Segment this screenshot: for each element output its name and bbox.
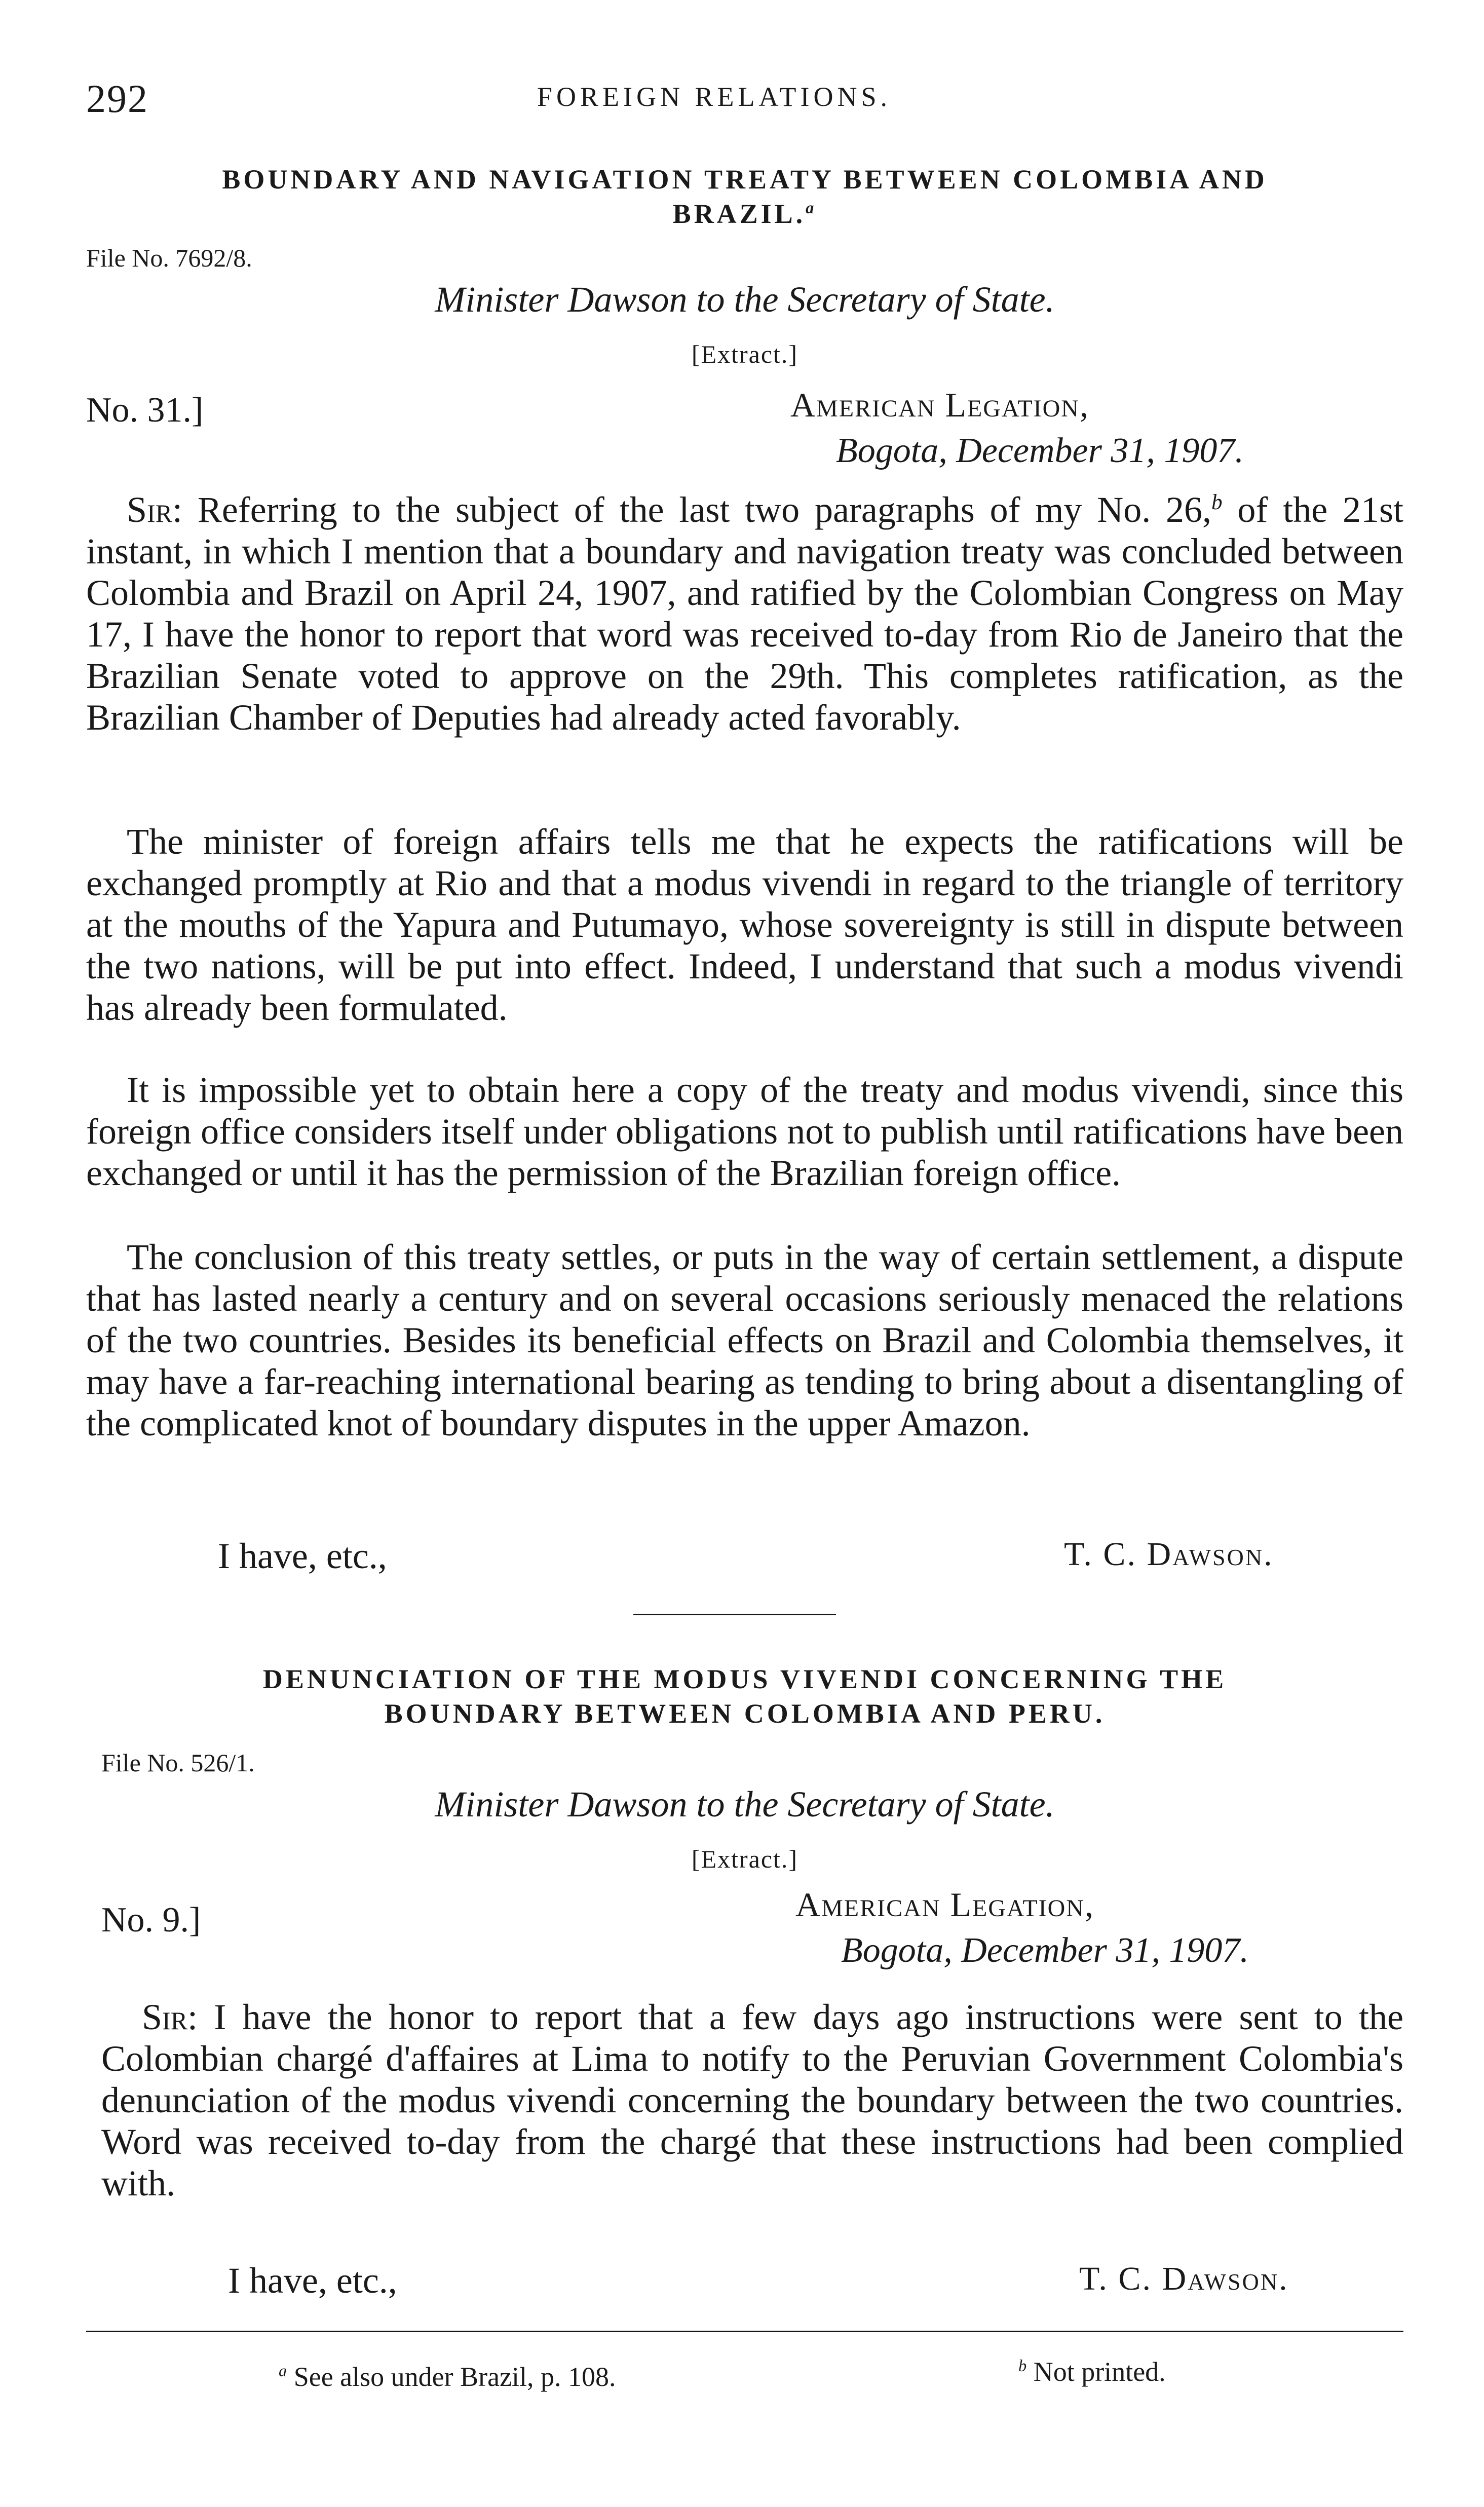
section2-heading-line1: DENUNCIATION OF THE MODUS VIVENDI CONCERNING THE: [262, 1664, 1227, 1694]
footnote-ref-a: a: [806, 199, 817, 217]
section1-dispatch-title: Minister Dawson to the Secretary of State.: [435, 279, 1055, 320]
footnote-b: [1018, 2356, 1166, 2387]
section2-heading: [86, 1662, 1403, 1731]
section2-closing: I have, etc.,: [228, 2260, 397, 2301]
section1-paragraph-2: The minister of foreign affairs tells me that he expects the ratifications will be exchanged promptly at Rio and that a modus vivendi in regard to the triangle of territory at the mouths of the Yapura and Putumayo, whose sovereignty is still in dispute between the two nations, will be put into effect. Indeed, I understand that such a modus vivendi has already been formulated.: [86, 821, 1403, 1028]
footnote-b-mark: b: [1018, 2357, 1027, 2375]
section1-signature: T. C. Dawson.: [1064, 1536, 1274, 1573]
section1-closing: I have, etc.,: [218, 1536, 387, 1576]
section2-dispatch-title: Minister Dawson to the Secretary of State.: [435, 1784, 1055, 1825]
section2-signature: T. C. Dawson.: [1079, 2260, 1289, 2297]
footnote-b-text: Not printed.: [1033, 2357, 1166, 2387]
section1-extract-label: [Extract.]: [691, 340, 798, 368]
section2-heading-line2: BOUNDARY BETWEEN COLOMBIA AND PERU.: [384, 1698, 1106, 1729]
footnote-a: [279, 2361, 616, 2392]
section2-dispatch-no: No. 9.]: [101, 1901, 201, 1940]
section2-paragraph-1: [101, 1996, 1403, 2204]
footnote-ref-b: b: [1211, 490, 1223, 514]
section-divider: [633, 1614, 836, 1615]
section2-p1-text: I have the honor to report that a few days ago instructions were sent to the Colombian chargé d'affaires at Lima to notify to the Peruvian Government Colombia's denunciation of the modus vivendi concerning the boundary between the two countries. Word was received to-day from the chargé that these instructions had been complied with.: [101, 1997, 1403, 2204]
footnote-a-text: See also under Brazil, p. 108.: [293, 2362, 616, 2392]
section1-file-no: File No. 7692/8.: [86, 244, 252, 272]
section1-heading-line1: BOUNDARY AND NAVIGATION TREATY BETWEEN COLOMBIA AND: [222, 164, 1268, 195]
section1-p1-part2: of the 21st instant, in which I mention that a boundary and navigation treaty was concluded between Colombia and Brazil on April 24, 1907, and ratified by the Colombian Congress on May 17, I have the honor to report that word was received to-day from Rio de Janeiro that the Brazilian Senate voted to approve on the 29th. This completes ratification, as the Brazilian Chamber of Deputies had already acted favorably.: [86, 489, 1403, 738]
section2-extract-label: [Extract.]: [691, 1845, 798, 1873]
footnote-a-mark: a: [279, 2362, 287, 2380]
section1-paragraph-4: The conclusion of this treaty settles, or puts in the way of certain settlement, a dispute that has lasted nearly a century and on several occasions seriously menaced the relations of the two countries. Besides its beneficial effects on Brazil and Colombia themselves, it may have a far-reaching international bearing as tending to bring about a disentangling of the complicated knot of boundary disputes in the upper Amazon.: [86, 1237, 1403, 1444]
page-number: 292: [86, 77, 148, 121]
footnote-rule: [86, 2331, 1403, 2332]
section2-file-no: File No. 526/1.: [101, 1749, 255, 1777]
section1-p1-part1: Referring to the subject of the last two paragraphs of my No. 26,: [182, 489, 1212, 530]
section1-heading: [86, 162, 1403, 231]
section1-heading-line2-text: BRAZIL.: [672, 199, 806, 229]
section1-paragraph-3: It is impossible yet to obtain here a copy of the treaty and modus vivendi, since this foreign office considers itself under obligations not to publish until ratifications have been exchanged or until it has the permission of the Brazilian foreign office.: [86, 1070, 1403, 1193]
running-head: FOREIGN RELATIONS.: [537, 82, 892, 112]
section1-dispatch-no: No. 31.]: [86, 391, 204, 430]
section1-heading-line2: [86, 197, 1403, 231]
section1-legation: American Legation,: [790, 386, 1089, 424]
section2-place-date: Bogota, December 31, 1907.: [841, 1931, 1249, 1970]
section2-legation: American Legation,: [795, 1885, 1094, 1924]
section2-salutation: Sir:: [142, 1997, 198, 2037]
section1-place-date: Bogota, December 31, 1907.: [836, 431, 1244, 470]
page: [86, 76, 1403, 2457]
section1-paragraph-1: [86, 489, 1403, 738]
section1-salutation: Sir:: [127, 489, 183, 530]
